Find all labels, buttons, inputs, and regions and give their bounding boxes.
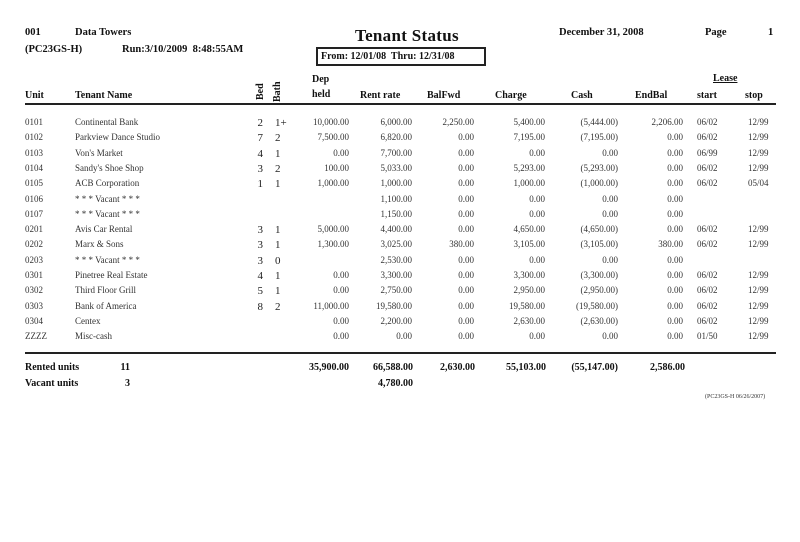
bed-cell: 7 xyxy=(257,132,263,145)
table-row xyxy=(0,132,800,147)
charge-cell: 0.00 xyxy=(529,208,545,219)
charge-cell: 0.00 xyxy=(529,254,545,265)
total-rent: 66,588.00 xyxy=(373,362,413,373)
bed-cell: 3 xyxy=(257,254,263,267)
endbal-cell: 0.00 xyxy=(667,331,683,342)
unit-cell: 0302 xyxy=(25,285,43,296)
col-unit: Unit xyxy=(25,90,44,101)
dep-held-cell: 100.00 xyxy=(324,162,349,173)
endbal-cell: 380.00 xyxy=(658,239,683,250)
endbal-cell: 0.00 xyxy=(667,300,683,311)
unit-cell: 0105 xyxy=(25,178,43,189)
unit-cell: 0301 xyxy=(25,270,43,280)
table-row xyxy=(0,239,800,254)
report-title: Tenant Status xyxy=(355,26,459,45)
unit-cell: 0202 xyxy=(25,239,43,250)
lease-start-cell: 06/02 xyxy=(697,239,718,250)
total-cash: (55,147.00) xyxy=(571,362,618,373)
table-row xyxy=(0,209,800,224)
bed-cell: 8 xyxy=(257,300,263,313)
run-timestamp: Run:3/10/2009 8:48:55AM xyxy=(122,44,244,55)
unit-cell: 0304 xyxy=(25,315,43,326)
table-row xyxy=(0,285,800,300)
rent-rate-cell: 5,033.00 xyxy=(380,162,412,173)
charge-cell: 0.00 xyxy=(529,193,545,204)
lease-stop-cell: 05/04 xyxy=(748,178,769,189)
tenant-name-cell: Avis Car Rental xyxy=(75,224,133,235)
report-date: December 31, 2008 xyxy=(559,27,644,38)
col-charge: Charge xyxy=(495,90,527,101)
tenant-name-cell: Centex xyxy=(75,315,101,326)
tenant-name-cell: Continental Bank xyxy=(75,117,139,127)
unit-cell: 0303 xyxy=(25,300,43,311)
report-id: (PC23GS-H) xyxy=(25,44,83,55)
dep-held-cell: 0.00 xyxy=(333,315,349,326)
bath-cell: 1 xyxy=(275,224,281,237)
date-range-box: From: 12/01/08 Thru: 12/31/08 xyxy=(316,47,486,66)
cash-cell: (5,293.00) xyxy=(580,162,618,173)
bath-cell: 0 xyxy=(275,254,281,267)
charge-cell: 5,400.00 xyxy=(513,117,545,127)
balfwd-cell: 0.00 xyxy=(458,254,474,265)
total-balfwd: 2,630.00 xyxy=(440,362,475,373)
col-lease-stop: stop xyxy=(745,90,763,101)
bath-cell: 2 xyxy=(275,162,281,175)
lease-start-cell: 06/02 xyxy=(697,300,718,311)
charge-cell: 0.00 xyxy=(529,147,545,158)
tenant-name-cell: Third Floor Grill xyxy=(75,285,136,296)
rent-rate-cell: 7,700.00 xyxy=(380,147,412,158)
col-bed: Bed xyxy=(255,83,266,100)
unit-cell: 0107 xyxy=(25,208,43,219)
lease-stop-cell: 12/99 xyxy=(748,117,769,127)
endbal-cell: 0.00 xyxy=(667,254,683,265)
charge-cell: 2,630.00 xyxy=(513,315,545,326)
balfwd-cell: 380.00 xyxy=(449,239,474,250)
rent-rate-cell: 1,100.00 xyxy=(380,193,412,204)
lease-stop-cell: 12/99 xyxy=(748,132,769,143)
header-rule xyxy=(25,103,776,105)
lease-stop-cell: 12/99 xyxy=(748,270,769,280)
bed-cell: 1 xyxy=(257,178,263,191)
charge-cell: 7,195.00 xyxy=(513,132,545,143)
balfwd-cell: 0.00 xyxy=(458,300,474,311)
totals-vacant-row xyxy=(0,378,800,393)
vacant-rent: 4,780.00 xyxy=(378,378,413,389)
col-bath: Bath xyxy=(272,81,283,102)
col-balfwd: BalFwd xyxy=(427,90,461,101)
rent-rate-cell: 19,580.00 xyxy=(376,300,412,311)
bath-cell: 1 xyxy=(275,285,281,298)
balfwd-cell: 0.00 xyxy=(458,178,474,189)
dep-held-cell: 5,000.00 xyxy=(317,224,349,235)
bed-cell: 5 xyxy=(257,285,263,298)
cash-cell: (4,650.00) xyxy=(580,224,618,235)
endbal-cell: 0.00 xyxy=(667,270,683,280)
table-row xyxy=(0,117,800,132)
table-row xyxy=(0,163,800,178)
lease-stop-cell: 12/99 xyxy=(748,300,769,311)
tenant-name-cell: Sandy's Shoe Shop xyxy=(75,162,144,173)
bath-cell: 1 xyxy=(275,270,281,282)
cash-cell: 0.00 xyxy=(602,193,618,204)
charge-cell: 19,580.00 xyxy=(509,300,545,311)
rented-units-count: 11 xyxy=(120,362,130,373)
totals-rule xyxy=(25,352,776,354)
bed-cell: 3 xyxy=(257,162,263,175)
rent-rate-cell: 3,300.00 xyxy=(380,270,412,280)
endbal-cell: 0.00 xyxy=(667,147,683,158)
tenant-name-cell: Bank of America xyxy=(75,300,137,311)
bath-cell: 2 xyxy=(275,132,281,145)
lease-start-cell: 06/02 xyxy=(697,270,718,280)
lease-start-cell: 06/02 xyxy=(697,315,718,326)
charge-cell: 5,293.00 xyxy=(513,162,545,173)
property-code: 001 xyxy=(25,27,41,38)
balfwd-cell: 0.00 xyxy=(458,270,474,280)
endbal-cell: 0.00 xyxy=(667,224,683,235)
balfwd-cell: 0.00 xyxy=(458,193,474,204)
tenant-name-cell: Pinetree Real Estate xyxy=(75,270,148,280)
balfwd-cell: 0.00 xyxy=(458,162,474,173)
rent-rate-cell: 0.00 xyxy=(396,331,412,342)
cash-cell: 0.00 xyxy=(602,331,618,342)
balfwd-cell: 0.00 xyxy=(458,331,474,342)
table-row xyxy=(0,316,800,331)
lease-stop-cell: 12/99 xyxy=(748,239,769,250)
dep-held-cell: 0.00 xyxy=(333,147,349,158)
lease-start-cell: 01/50 xyxy=(697,331,718,342)
cash-cell: (5,444.00) xyxy=(580,117,618,127)
cash-cell: (3,105.00) xyxy=(580,239,618,250)
dep-held-cell: 7,500.00 xyxy=(317,132,349,143)
table-row xyxy=(0,148,800,163)
table-row xyxy=(0,270,800,285)
bath-cell: 1 xyxy=(275,178,281,191)
rent-rate-cell: 3,025.00 xyxy=(380,239,412,250)
bed-cell: 4 xyxy=(257,147,263,160)
lease-stop-cell: 12/99 xyxy=(748,147,769,158)
bath-cell: 2 xyxy=(275,300,281,313)
tenant-name-cell: Marx & Sons xyxy=(75,239,124,250)
tenant-name-cell: Von's Market xyxy=(75,147,123,158)
dep-held-cell: 10,000.00 xyxy=(313,117,349,127)
property-name: Data Towers xyxy=(75,27,132,38)
rent-rate-cell: 2,750.00 xyxy=(380,285,412,296)
form-code: (PC23GS-H 06/26/2007) xyxy=(705,394,766,400)
cash-cell: (19,580.00) xyxy=(576,300,618,311)
lease-group-label: Lease xyxy=(713,73,738,84)
charge-cell: 3,105.00 xyxy=(513,239,545,250)
rent-rate-cell: 1,000.00 xyxy=(380,178,412,189)
balfwd-cell: 0.00 xyxy=(458,285,474,296)
bed-cell: 2 xyxy=(257,117,263,129)
unit-cell: 0104 xyxy=(25,162,43,173)
rent-rate-cell: 6,000.00 xyxy=(380,117,412,127)
lease-stop-cell: 12/99 xyxy=(748,331,769,342)
col-endbal: EndBal xyxy=(635,90,668,101)
lease-start-cell: 06/02 xyxy=(697,162,718,173)
balfwd-cell: 0.00 xyxy=(458,208,474,219)
endbal-cell: 0.00 xyxy=(667,162,683,173)
cash-cell: 0.00 xyxy=(602,147,618,158)
endbal-cell: 0.00 xyxy=(667,315,683,326)
endbal-cell: 0.00 xyxy=(667,285,683,296)
balfwd-cell: 2,250.00 xyxy=(442,117,474,127)
bed-cell: 3 xyxy=(257,224,263,237)
col-rent-rate: Rent rate xyxy=(360,90,401,101)
bed-cell: 4 xyxy=(257,270,263,282)
tenant-name-cell: Misc-cash xyxy=(75,331,112,342)
cash-cell: (3,300.00) xyxy=(580,270,618,280)
lease-stop-cell: 12/99 xyxy=(748,315,769,326)
rent-rate-cell: 2,530.00 xyxy=(380,254,412,265)
rented-units-label: Rented units xyxy=(25,362,80,373)
table-row xyxy=(0,301,800,316)
totals-rented-row xyxy=(0,362,800,377)
bed-cell: 3 xyxy=(257,239,263,252)
page-label: Page xyxy=(705,27,727,38)
dep-held-cell: 1,000.00 xyxy=(317,178,349,189)
balfwd-cell: 0.00 xyxy=(458,132,474,143)
table-row xyxy=(0,194,800,209)
balfwd-cell: 0.00 xyxy=(458,147,474,158)
lease-start-cell: 06/02 xyxy=(697,178,718,189)
rent-rate-cell: 4,400.00 xyxy=(380,224,412,235)
lease-start-cell: 06/02 xyxy=(697,224,718,235)
lease-start-cell: 06/99 xyxy=(697,147,718,158)
unit-cell: 0102 xyxy=(25,132,43,143)
lease-stop-cell: 12/99 xyxy=(748,224,769,235)
total-charge: 55,103.00 xyxy=(506,362,546,373)
endbal-cell: 0.00 xyxy=(667,132,683,143)
endbal-cell: 2,206.00 xyxy=(651,117,683,127)
cash-cell: 0.00 xyxy=(602,208,618,219)
tenant-name-cell: Parkview Dance Studio xyxy=(75,132,160,143)
charge-cell: 3,300.00 xyxy=(513,270,545,280)
unit-cell: 0103 xyxy=(25,147,43,158)
col-tenant-name: Tenant Name xyxy=(75,90,133,101)
cash-cell: (2,630.00) xyxy=(580,315,618,326)
col-lease-start: start xyxy=(697,90,717,101)
charge-cell: 4,650.00 xyxy=(513,224,545,235)
bath-cell: 1 xyxy=(275,147,281,160)
dep-held-cell: 0.00 xyxy=(333,285,349,296)
unit-cell: 0106 xyxy=(25,193,43,204)
table-row xyxy=(0,224,800,239)
lease-stop-cell: 12/99 xyxy=(748,162,769,173)
col-dep-line2: held xyxy=(312,89,331,100)
bath-cell: 1 xyxy=(275,239,281,252)
cash-cell: 0.00 xyxy=(602,254,618,265)
charge-cell: 0.00 xyxy=(529,331,545,342)
dep-held-cell: 1,300.00 xyxy=(317,239,349,250)
table-row xyxy=(0,255,800,270)
unit-cell: ZZZZ xyxy=(25,331,47,342)
dep-held-cell: 11,000.00 xyxy=(313,300,349,311)
lease-start-cell: 06/02 xyxy=(697,132,718,143)
vacant-units-label: Vacant units xyxy=(25,378,79,389)
table-row xyxy=(0,331,800,346)
balfwd-cell: 0.00 xyxy=(458,224,474,235)
unit-cell: 0203 xyxy=(25,254,43,265)
rent-rate-cell: 6,820.00 xyxy=(380,132,412,143)
tenant-name-cell: * * * Vacant * * * xyxy=(75,193,140,204)
charge-cell: 2,950.00 xyxy=(513,285,545,296)
dep-held-cell: 0.00 xyxy=(333,270,349,280)
col-dep-line1: Dep xyxy=(312,74,330,85)
cash-cell: (1,000.00) xyxy=(580,178,618,189)
cash-cell: (2,950.00) xyxy=(580,285,618,296)
unit-cell: 0101 xyxy=(25,117,43,127)
cash-cell: (7,195.00) xyxy=(580,132,618,143)
lease-start-cell: 06/02 xyxy=(697,117,718,127)
unit-cell: 0201 xyxy=(25,224,43,235)
endbal-cell: 0.00 xyxy=(667,193,683,204)
tenant-name-cell: ACB Corporation xyxy=(75,178,140,189)
rent-rate-cell: 1,150.00 xyxy=(380,208,412,219)
endbal-cell: 0.00 xyxy=(667,208,683,219)
tenant-name-cell: * * * Vacant * * * xyxy=(75,208,140,219)
endbal-cell: 0.00 xyxy=(667,178,683,189)
col-cash: Cash xyxy=(571,90,593,101)
total-endbal: 2,586.00 xyxy=(650,362,685,373)
rent-rate-cell: 2,200.00 xyxy=(380,315,412,326)
page-number: 1 xyxy=(768,27,774,38)
lease-start-cell: 06/02 xyxy=(697,285,718,296)
bath-cell: 1+ xyxy=(275,117,287,129)
lease-stop-cell: 12/99 xyxy=(748,285,769,296)
vacant-units-count: 3 xyxy=(125,378,130,389)
charge-cell: 1,000.00 xyxy=(513,178,545,189)
table-row xyxy=(0,178,800,193)
dep-held-cell: 0.00 xyxy=(333,331,349,342)
balfwd-cell: 0.00 xyxy=(458,315,474,326)
total-dep: 35,900.00 xyxy=(309,362,349,373)
tenant-name-cell: * * * Vacant * * * xyxy=(75,254,140,265)
col-lease-group xyxy=(713,73,737,84)
